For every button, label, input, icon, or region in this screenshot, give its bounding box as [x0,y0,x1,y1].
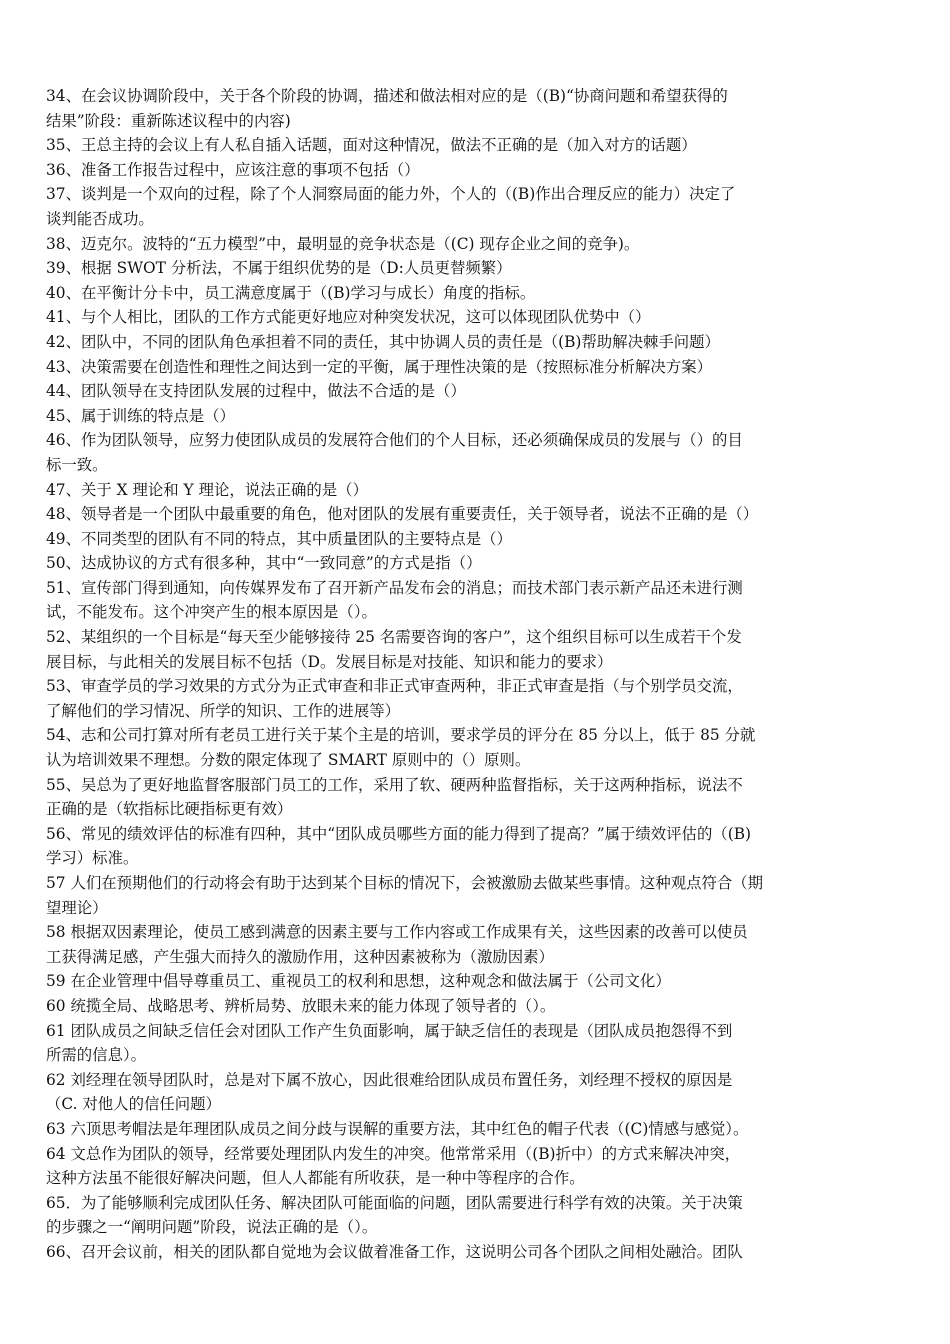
text-line: 谈判能否成功。 [46,209,154,228]
text-line: 49、不同类型的团队有不同的特点，其中质量团队的主要特点是（） [46,529,512,548]
text-line: 39、根据 SWOT 分析法，不属于组织优势的是（D:人员更替频繁） [46,259,512,278]
text-line: 这种方法虽不能很好解决问题，但人人都能有所收获，是一种中等程序的合作。 [46,1169,585,1188]
text-line: 展目标，与此相关的发展目标不包括（D。发展目标是对技能、知识和能力的要求） [46,652,613,671]
text-line: 62 刘经理在领导团队时，总是对下属不放心，因此很难给团队成员布置任务，刘经理不授权的原因是 [46,1070,733,1089]
text-line: 64 文总作为团队的领导，经常要处理团队内发生的冲突。他常常采用（(B)折中）的方式来解决冲突， [46,1144,741,1163]
text-line: 工获得满足感，产生强大而持久的激励作用，这种因素被称为（激励因素） [46,947,554,966]
text-line: 所需的信息）。 [46,1046,147,1065]
text-line: 57 人们在预期他们的行动将会有助于达到某个目标的情况下，会被激励去做某些事情。这种观点符合（期 [46,874,764,892]
text-line: 65．为了能够顺利完成团队任务、解决团队可能面临的问题，团队需要进行科学有效的决策。关于决策 [46,1193,743,1212]
text-line: 40、在平衡计分卡中，员工满意度属于（(B)学习与成长）角度的指标。 [46,283,536,302]
text-line: 认为培训效果不理想。分数的限定体现了 SMART 原则中的（）原则。 [46,751,531,770]
text-line: 51、宣传部门得到通知，向传媒界发布了召开新产品发布会的消息；而技术部门表示新产品还未进行测 [46,578,743,597]
text-line: 41、与个人相比，团队的工作方式能更好地应对种突发状况，这可以体现团队优势中（） [46,308,651,327]
text-line: 标一致。 [46,455,108,474]
text-line: 的步骤之一“阐明问题”阶段，说法正确的是（）。 [46,1218,378,1237]
text-line: 正确的是（软指标比硬指标更有效） [46,800,293,819]
text-line: 45、属于训练的特点是（） [46,406,235,425]
text-line: 66、召开会议前，相关的团队都自觉地为会议做着准备工作，这说明公司各个团队之间相处融洽。团队 [46,1242,743,1261]
text-line: 55、吴总为了更好地监督客服部门员工的工作，采用了软、硬两种监督指标，关于这两种指标，说法不 [46,775,743,794]
text-line: 35、王总主持的会议上有人私自插入话题，面对这种情况，做法不正确的是（加入对方的话题） [46,136,697,155]
text-line: 望理论） [46,898,108,917]
text-line: 60 统揽全局、战略思考、辨析局势、放眼未来的能力体现了领导者的（）。 [46,996,556,1015]
text-line: 61 团队成员之间缺乏信任会对团队工作产生负面影响，属于缺乏信任的表现是（团队成员抱怨得不到 [46,1021,733,1040]
text-line: 试，不能发布。这个冲突产生的根本原因是（）。 [46,603,377,622]
text-line: 54、志和公司打算对所有老员工进行关于某个主是的培训，要求学员的评分在 85 分以上，低于 85 分就 [46,726,756,745]
text-line: 34、在会议协调阶段中，关于各个阶段的协调，描述和做法相对应的是（(B)“协商问题和希望获得的 [46,87,728,105]
text-line: 结果”阶段：重新陈述议程中的内容) [46,111,291,130]
text-line: 59 在企业管理中倡导尊重员工、重视员工的权利和思想，这种观念和做法属于（公司文化） [46,972,671,991]
text-line: 56、常见的绩效评估的标准有四种，其中“团队成员哪些方面的能力得到了提高？”属于绩效评估的（(B) [46,824,752,843]
text-line: 58 根据双因素理论，使员工感到满意的因素主要与工作内容或工作成果有关，这些因素的改善可以使员 [46,923,748,942]
text-line: 53、审查学员的学习效果的方式分为正式审查和非正式审查两种，非正式审查是指（与个别学员交流， [46,677,743,696]
text-line: 38、迈克尔。波特的“五力模型”中，最明显的竞争状态是（(C) 现存企业之间的竞争)。 [46,234,640,253]
text-line: （C. 对他人的信任问题） [46,1095,221,1114]
text-line: 46、作为团队领导，应努力使团队成员的发展符合他们的个人目标，还必须确保成员的发展与（）的目 [46,431,743,450]
text-line: 52、某组织的一个目标是“每天至少能够接待 25 名需要咨询的客户”，这个组织目标可以生成若干个发 [46,628,742,647]
text-line: 37、谈判是一个双向的过程，除了个人洞察局面的能力外，个人的（(B)作出合理反应的能力）决定了 [46,185,736,204]
text-line: 48、领导者是一个团队中最重要的角色，他对团队的发展有重要责任，关于领导者，说法不正确的是（） [46,505,759,524]
text-line: 42、团队中，不同的团队角色承担着不同的责任，其中协调人员的责任是（(B)帮助解决棘手问题） [46,332,720,351]
text-line: 44、团队领导在支持团队发展的过程中，做法不合适的是（） [46,382,466,401]
text-line: 36、准备工作报告过程中，应该注意的事项不包括（） [46,160,420,179]
text-line: 学习）标准。 [46,849,139,868]
text-line: 47、关于 X 理论和 Y 理论，说法正确的是（） [46,480,368,499]
text-line: 63 六顶思考帽法是年理团队成员之间分歧与误解的重要方法，其中红色的帽子代表（(C)情感与感觉）。 [46,1119,749,1138]
text-line: 50、达成协议的方式有很多种，其中“一致同意”的方式是指（） [46,554,482,573]
question-list [46,84,906,1265]
text-line: 了解他们的学习情况、所学的知识、工作的进展等） [46,701,400,720]
text-line: 43、决策需要在创造性和理性之间达到一定的平衡，属于理性决策的是（按照标准分析解决方案） [46,357,712,376]
